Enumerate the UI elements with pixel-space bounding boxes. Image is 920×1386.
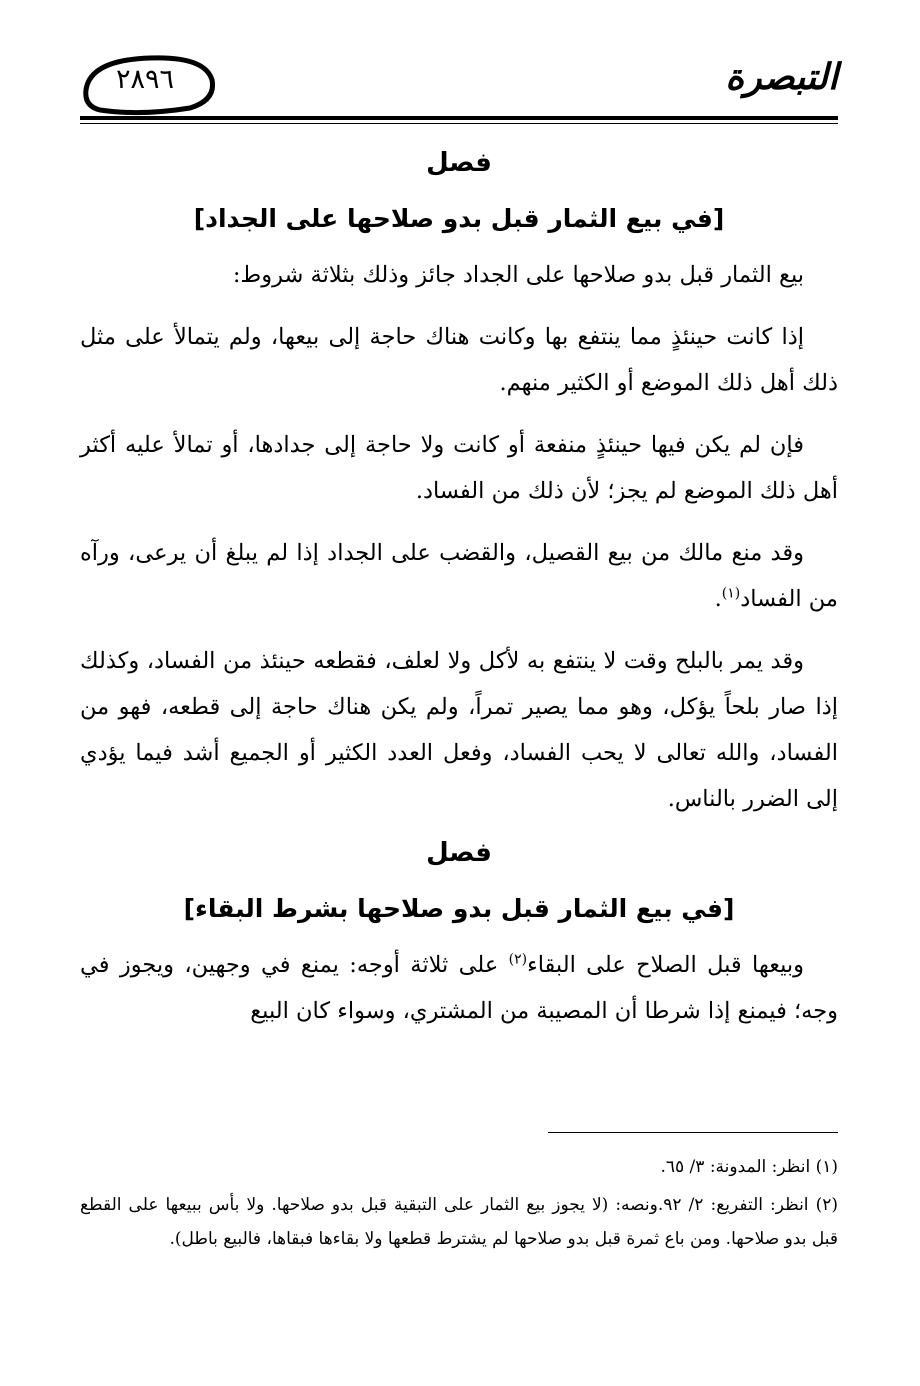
section-heading: فصل xyxy=(426,148,492,178)
footnote: (١) انظر: المدونة: ٣/ ٦٥. xyxy=(660,1157,838,1177)
paragraph: وقد يمر بالبلح وقت لا ينتفع به لأكل ولا لعلف، فقطعه حينئذ من الفساد، وكذلك إذا صار بلحاً يؤكل، وهو مما يصير تمراً، ولم يكن هناك حاجة إلى قطعه، فهو من الفساد، والله تعالى لا يحب الفساد، وفعل العدد الكثير أو الجميع أشد فيما يؤدي إلى الضرر بالناس. xyxy=(80,648,838,812)
paragraph: إذا كانت حينئذٍ مما ينتفع بها وكانت هناك حاجة إلى بيعها، ولم يتمالأ على مثل ذلك أهل ذلك الموضع أو الكثير منهم. xyxy=(80,324,838,396)
paragraph: وقد منع مالك من بيع القصيل، والقضب على الجداد إذا لم يبلغ أن يرعى، ورآه من الفساد$^{(١)}$. xyxy=(80,540,838,612)
paragraph xyxy=(80,942,838,1034)
section-heading: فصل xyxy=(426,838,492,868)
header-rule xyxy=(80,116,838,120)
footnotes xyxy=(80,1150,838,1260)
chapter-title: [في بيع الثمار قبل بدو صلاحها بشرط البقاء] xyxy=(183,894,735,923)
page-number-badge xyxy=(80,50,230,116)
footnote-ref: (١) xyxy=(721,585,741,602)
paragraph: بيع الثمار قبل بدو صلاحها على الجداد جائز وذلك بثلاثة شروط: xyxy=(232,262,804,288)
page-header xyxy=(80,50,838,118)
header-rule-thin xyxy=(80,123,838,124)
book-title: التبصرة xyxy=(725,56,838,98)
paragraph-text: وقد منع مالك من بيع القصيل، والقضب على الجداد إذا لم يبلغ أن يرعى، ورآه من الفساد xyxy=(80,540,838,612)
footnote-separator xyxy=(548,1132,838,1133)
paragraph-text: وبيعها قبل الصلاح على البقاء xyxy=(527,952,805,978)
chapter-title: [في بيع الثمار قبل بدو صلاحها على الجداد] xyxy=(193,204,725,233)
footnote-ref: (٢) xyxy=(508,951,528,968)
paragraph-text: على ثلاثة أوجه: يمنع في وجهين، ويجوز في وجه؛ فيمنع إذا شرطا أن المصيبة من المشتري، وسواء كان البيع xyxy=(80,952,838,1024)
paragraph: فإن لم يكن فيها حينئذٍ منفعة أو كانت ولا حاجة إلى جدادها، أو تمالأ عليه أكثر أهل ذلك الموضع لم يجز؛ لأن ذلك من الفساد. xyxy=(80,432,838,504)
main-text xyxy=(80,140,838,1034)
footnote: (٢) انظر: التفريع: ٢/ ٩٢.ونصه: (لا يجوز بيع الثمار على التبقية قبل بدو صلاحها. ولا بأس ببيعها على القطع قبل بدو صلاحها. ومن باع ثمرة قبل بدو صلاحها لم يشترط قطعها ولا بقاءها فبقاها، فالبيع باطل). xyxy=(80,1195,838,1249)
page-number: ٢٨٩٦ xyxy=(115,64,174,95)
